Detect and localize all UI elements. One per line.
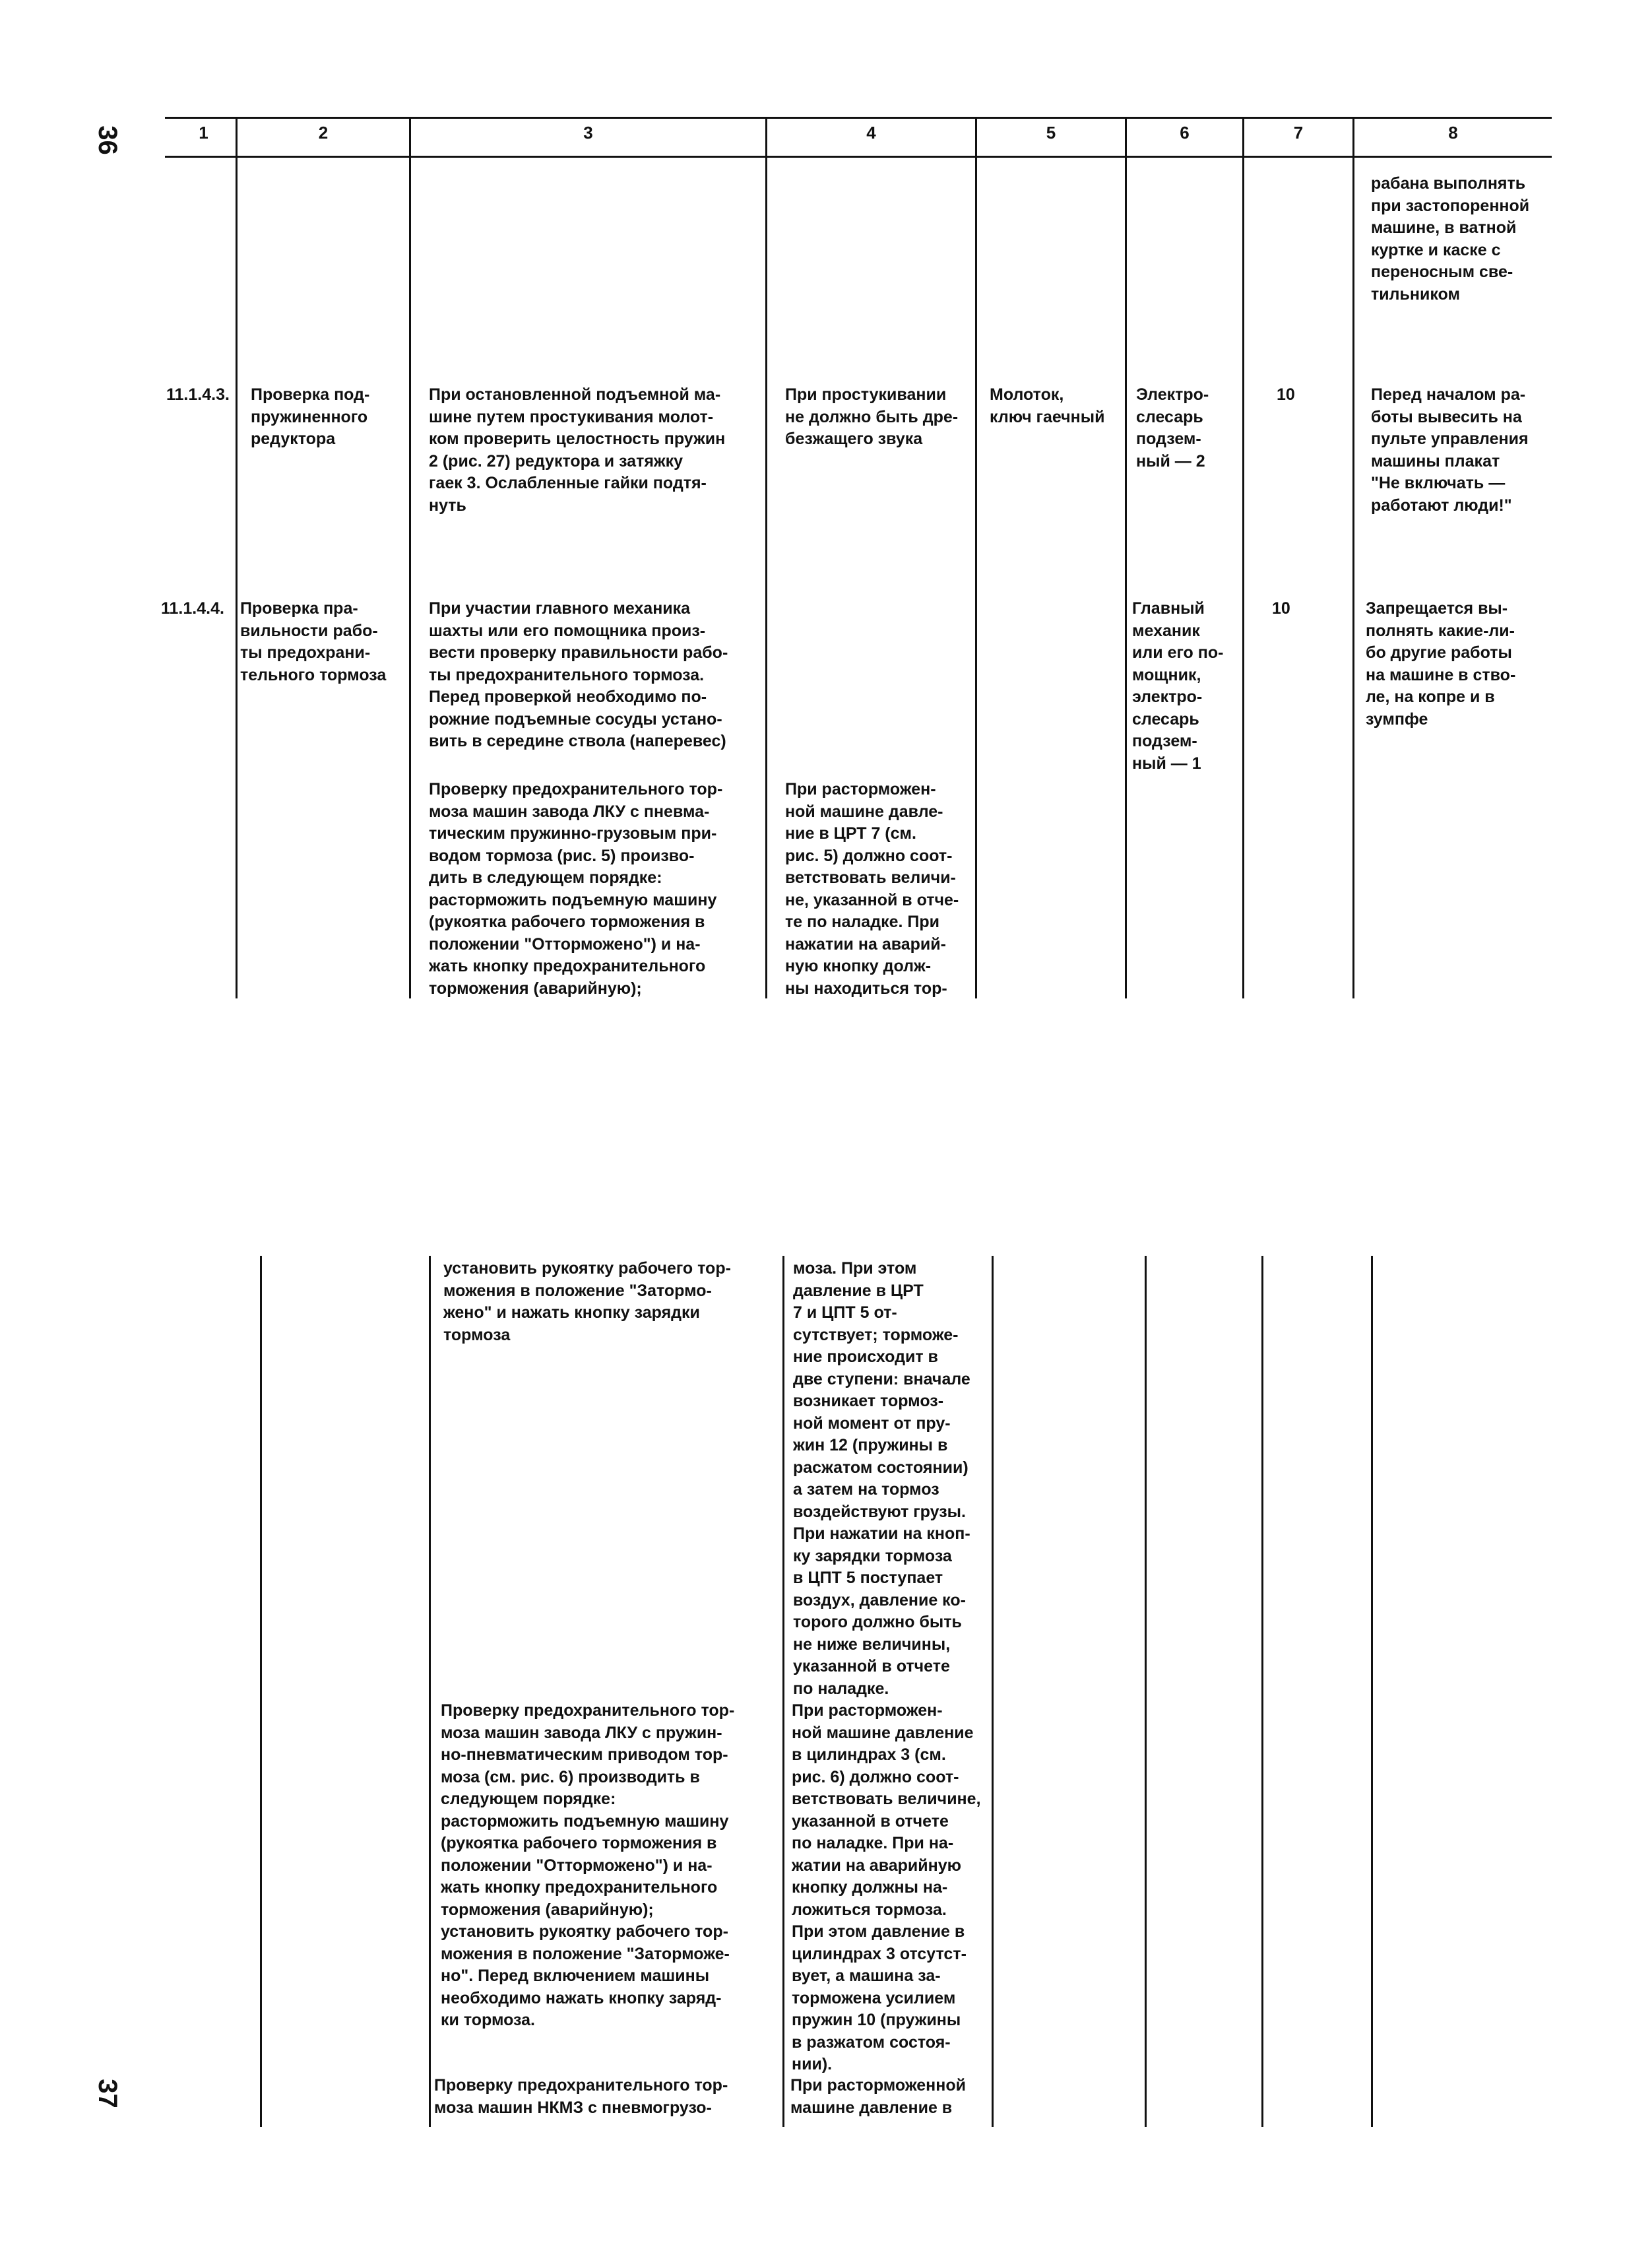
page-number-bottom: 37 xyxy=(92,2079,122,2108)
col-header-5: 5 xyxy=(1046,123,1056,143)
cont-col4b: При расторможен- ной машине давление в цилиндрах 3 (см. рис. 6) должно соот- ветствовать величине, указанной в отчете по наладке. При на- жатии на аварийную кнопку должны на- ложиться тормоза. При этом давление в цилиндрах 3 отсутст- вует, а машина за- торможена усилием пружин 10 (пружины в разжатом состоя- нии). xyxy=(792,1701,981,2073)
cont-col3b: Проверку предохранительного тор- моза машин завода ЛКУ с пружин- но-пневматическим приводом тор- моза (см. рис. 6) производить в следующем порядке: расторможить подъемную машину (рукоятка рабочего торможения в положении "Отторможено") и на- жать кнопку предохранительного торможения (аварийную); установить рукоятку рабочего тор- можения в положение "Заторможе- но". Перед включением машины необходимо нажать кнопку заряд- ки тормоза. xyxy=(441,1701,735,2029)
row1-id: 11.1.4.3. xyxy=(166,385,230,404)
col-header-7: 7 xyxy=(1293,123,1304,143)
cont-col3a: установить рукоятку рабочего тор- можения в положение "Затормо- жено" и нажать кнопку зарядки тормоза xyxy=(443,1259,731,1344)
cont-col3c: Проверку предохранительного тор- моза машин НКМЗ с пневмогрузо- xyxy=(434,2076,728,2117)
row2-col4b: При расторможен- ной машине давле- ние в ЦРТ 7 (см. рис. 5) должно соот- ветствовать величи- не, указанной в отче- те по наладке. При нажатии на аварий- ную кнопку долж- ны находиться тор- xyxy=(785,780,959,998)
row0-col8: рабана выполнять при застопоренной машине, в ватной куртке и каске с переносным све- тильником xyxy=(1371,174,1530,304)
row2-col3a: При участии главного механика шахты или его помощника произ- вести проверку правильности рабо- ты предохранительного тормоза. Перед проверкой необходимо по- рожние подъемные сосуды устано- вить в середине ствола (наперевес) xyxy=(429,599,728,750)
row2-col2: Проверка пра- вильности рабо- ты предохрани- тельного тормоза xyxy=(240,599,387,684)
row1-col3: При остановленной подъемной ма- шине путем простукивания молот- ком проверить целостность пружин 2 (рис. 27) редуктора и затяжку гаек 3. Ослабленные гайки подтя- нуть xyxy=(429,385,726,515)
row2-col8: Запрещается вы- полнять какие-ли- бо другие работы на машине в ство- ле, на копре и в зумпфе xyxy=(1366,599,1516,729)
row1-col5: Молоток, ключ гаечный xyxy=(990,385,1105,426)
page-number-top: 36 xyxy=(92,125,122,155)
cont-col4a: моза. При этом давление в ЦРТ 7 и ЦПТ 5 от- сутствует; торможе- ние происходит в две ступени: вначале возникает тормоз- ной момент от пру- жин 12 (пружины в расжатом состоянии) а затем на тормоз воздействуют грузы. При нажатии на кноп- ку зарядки тормоза в ЦПТ 5 поступает воздух, давление ко- торого должно быть не ниже величины, указанной в отчете по наладке. xyxy=(793,1259,970,1698)
row2-id: 11.1.4.4. xyxy=(161,599,224,618)
col-header-6: 6 xyxy=(1180,123,1190,143)
col-header-1: 1 xyxy=(199,123,208,143)
row2-col6: Главный механик или его по- мощник, электро- слесарь подзем- ный — 1 xyxy=(1132,599,1224,773)
row2-col7: 10 xyxy=(1272,599,1290,618)
col-header-2: 2 xyxy=(318,123,329,143)
col-header-3: 3 xyxy=(583,123,593,143)
row1-col6: Электро- слесарь подзем- ный — 2 xyxy=(1136,385,1209,471)
cont-col4c: При расторможенной машине давление в xyxy=(790,2076,967,2117)
col-header-4: 4 xyxy=(866,123,876,143)
col-header-8: 8 xyxy=(1448,123,1458,143)
row1-col2: Проверка под- пружиненного редуктора xyxy=(251,385,370,448)
row1-col8: Перед началом ра- боты вывесить на пульте управления машины плакат "Не включать — работают люди!" xyxy=(1371,385,1529,515)
row1-col7: 10 xyxy=(1277,385,1295,404)
row1-col4: При простукивании не должно быть дре- безжащего звука xyxy=(785,385,959,448)
row2-col3b: Проверку предохранительного тор- моза машин завода ЛКУ с пневма- тическим пружинно-грузовым при- водом тормоза (рис. 5) произво- дить в следующем порядке: расторможить подъемную машину (рукоятка рабочего торможения в положении "Отторможено") и на- жать кнопку предохранительного торможения (аварийную); xyxy=(429,780,723,998)
